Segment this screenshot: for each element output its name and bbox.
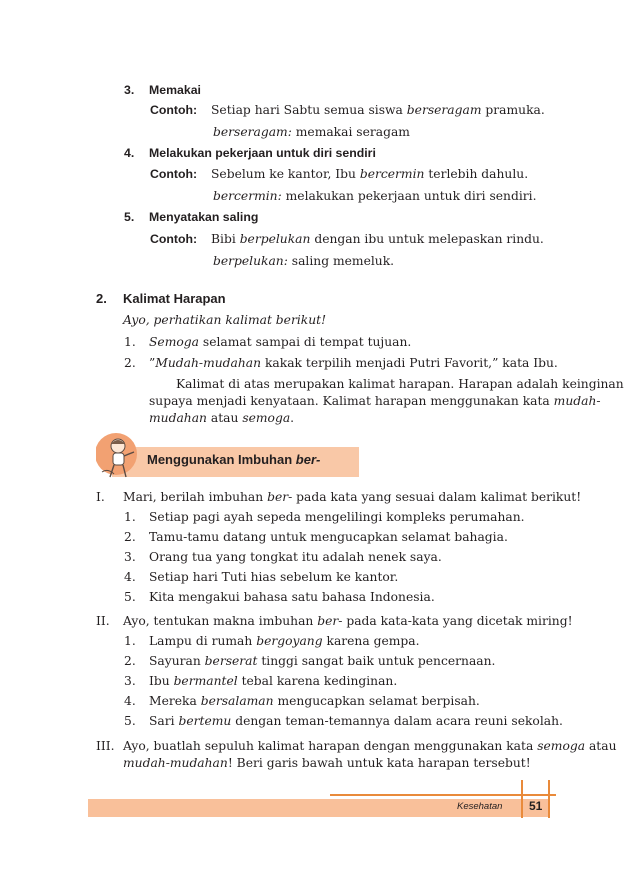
instruction: Ayo, buatlah sepuluh kalimat harapan dengan menggunakan kata semoga atau (123, 739, 617, 753)
banner-title: Menggunakan Imbuhan ber- (147, 452, 321, 467)
footer-divider (548, 780, 550, 818)
list-item-number: 2. (124, 530, 136, 544)
list-item: Mereka bersalaman mengucapkan selamat berpisah. (149, 694, 480, 708)
instruction: Mari, berilah imbuhan ber- pada kata yang sesuai dalam kalimat berikut! (123, 490, 582, 504)
list-item: Setiap hari Tuti hias sebelum ke kantor. (149, 570, 399, 584)
list-item-number: 3. (124, 550, 136, 564)
list-item: Kita mengakui bahasa satu bahasa Indonesia. (149, 590, 435, 604)
example-sentence: Semoga selamat sampai di tempat tujuan. (149, 335, 412, 349)
list-item-number: 4. (124, 694, 136, 708)
list-item-number: 4. (124, 570, 136, 584)
list-item-number: 1. (124, 634, 136, 648)
list-item: Tamu-tamu datang untuk mengucapkan selamat bahagia. (149, 530, 508, 544)
contoh-label: Contoh: (150, 232, 198, 246)
meaning-line: berseragam: memakai seragam (213, 125, 410, 139)
item-number: 4. (124, 146, 135, 160)
instruction: mudah-mudahan! Beri garis bawah untuk kata harapan tersebut! (123, 756, 531, 770)
footer-chapter: Kesehatan (457, 801, 503, 812)
example-number: 1. (124, 335, 136, 349)
list-item: Setiap pagi ayah sepeda mengelilingi kompleks perumahan. (149, 510, 525, 524)
item-title: Menyatakan saling (149, 210, 259, 224)
list-item-number: 1. (124, 510, 136, 524)
contoh-label: Contoh: (150, 167, 198, 181)
example-sentence: Bibi berpelukan dengan ibu untuk melepaskan rindu. (211, 232, 544, 246)
contoh-label: Contoh: (150, 103, 198, 117)
meaning-line: bercermin: melakukan pekerjaan untuk diri sendiri. (213, 189, 537, 203)
paragraph-line: Kalimat di atas merupakan kalimat harapan. Harapan adalah keinginan (176, 377, 624, 391)
section-number: 2. (96, 291, 107, 306)
paragraph-line: mudahan atau semoga. (149, 411, 295, 425)
list-item: Orang tua yang tongkat itu adalah nenek saya. (149, 550, 442, 564)
page-number: 51 (529, 799, 543, 813)
item-number: 3. (124, 83, 135, 97)
roman-numeral: II. (96, 614, 110, 628)
list-item: Ibu bermantel tebal karena kedinginan. (149, 674, 398, 688)
example-sentence: ”Mudah-mudahan kakak terpilih menjadi Putri Favorit,” kata Ibu. (149, 356, 558, 370)
example-number: 2. (124, 356, 136, 370)
section-title: Kalimat Harapan (123, 291, 226, 306)
mascot-icon (96, 432, 142, 482)
paragraph-line: supaya menjadi kenyataan. Kalimat harapan menggunakan kata mudah- (149, 394, 601, 408)
list-item-number: 5. (124, 590, 136, 604)
list-item-number: 3. (124, 674, 136, 688)
list-item: Lampu di rumah bergoyang karena gempa. (149, 634, 420, 648)
item-number: 5. (124, 210, 135, 224)
item-title: Memakai (149, 83, 201, 97)
list-item-number: 5. (124, 714, 136, 728)
example-sentence: Sebelum ke kantor, Ibu bercermin terlebih dahulu. (211, 167, 529, 181)
instruction: Ayo, tentukan makna imbuhan ber- pada kata-kata yang dicetak miring! (123, 614, 573, 628)
example-sentence: Setiap hari Sabtu semua siswa berseragam pramuka. (211, 103, 545, 117)
item-title: Melakukan pekerjaan untuk diri sendiri (149, 146, 376, 160)
meaning-line: berpelukan: saling memeluk. (213, 254, 395, 268)
list-item-number: 2. (124, 654, 136, 668)
list-item: Sari bertemu dengan teman-temannya dalam acara reuni sekolah. (149, 714, 563, 728)
footer-divider (521, 780, 523, 818)
roman-numeral: III. (96, 739, 115, 753)
roman-numeral: I. (96, 490, 105, 504)
intro-text: Ayo, perhatikan kalimat berikut! (123, 313, 327, 327)
list-item: Sayuran berserat tinggi sangat baik untuk pencernaan. (149, 654, 496, 668)
